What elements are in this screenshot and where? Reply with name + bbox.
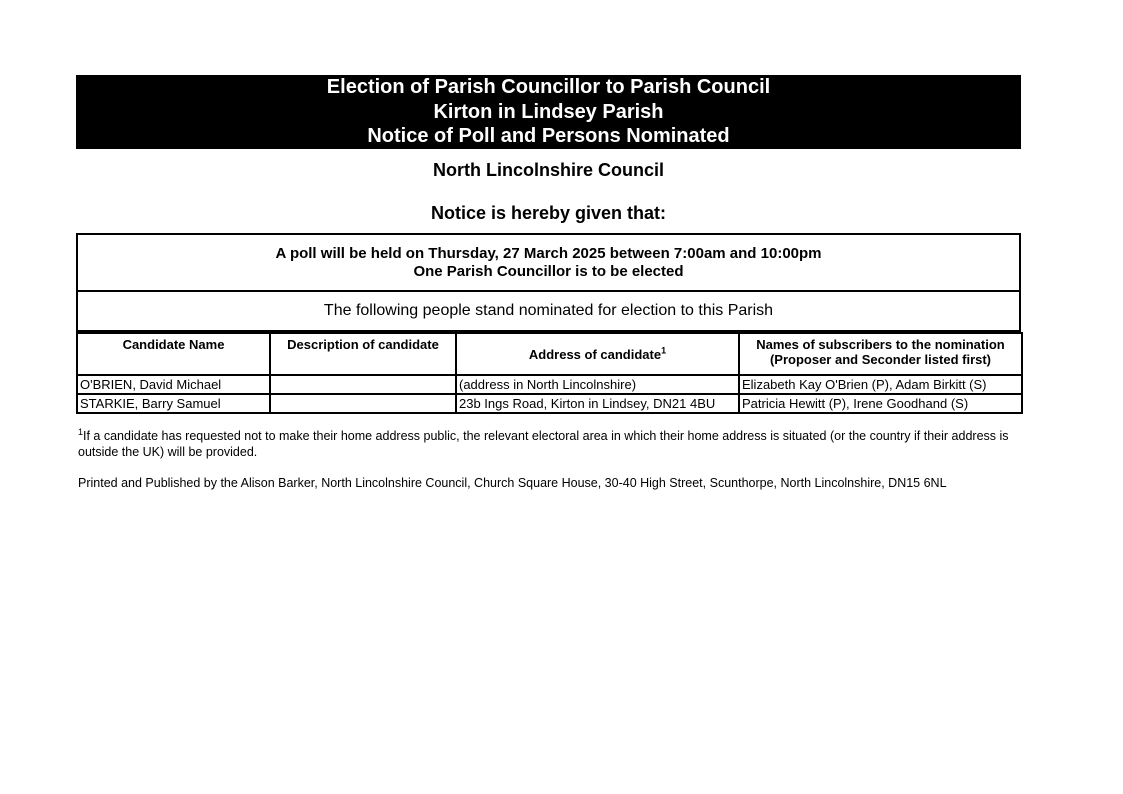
col-header-subscribers bbox=[739, 333, 1022, 375]
candidates-table bbox=[76, 332, 1023, 414]
col-header-description: Description of candidate bbox=[270, 333, 456, 375]
table-row bbox=[77, 394, 1022, 413]
poll-details bbox=[78, 235, 1019, 292]
notice-title: Notice of Poll and Persons Nominated bbox=[367, 125, 730, 147]
table-header-row bbox=[77, 333, 1022, 375]
imprint: Printed and Published by the Alison Barker, North Lincolnshire Council, Church Square House, 30-40 High Street, Scunthorpe, North Lincolnshire, DN15 6NL bbox=[78, 476, 947, 490]
parish-name: Kirton in Lindsey Parish bbox=[433, 100, 664, 123]
subscribers-header-line1: Names of subscribers to the nomination bbox=[756, 337, 1005, 352]
candidate-subscribers: Elizabeth Kay O'Brien (P), Adam Birkitt (S) bbox=[739, 375, 1022, 394]
footnote-text: If a candidate has requested not to make their home address public, the relevant electoral area in which their home address is situated (or the country if their address is outside the UK) will be provided. bbox=[78, 429, 1009, 459]
candidate-name: STARKIE, Barry Samuel bbox=[77, 394, 270, 413]
candidate-address: 23b Ings Road, Kirton in Lindsey, DN21 4BU bbox=[456, 394, 739, 413]
notice-document bbox=[76, 75, 1021, 491]
footnote-ref: 1 bbox=[661, 345, 667, 356]
col-header-name: Candidate Name bbox=[77, 333, 270, 375]
poll-date-line: A poll will be held on Thursday, 27 March 2025 between 7:00am and 10:00pm bbox=[275, 245, 822, 262]
candidate-description bbox=[270, 375, 456, 394]
address-footnote bbox=[76, 428, 1018, 460]
seats-line: One Parish Councillor is to be elected bbox=[413, 263, 684, 280]
candidate-description bbox=[270, 394, 456, 413]
candidate-subscribers: Patricia Hewitt (P), Irene Goodhand (S) bbox=[739, 394, 1022, 413]
footnote-marker: 1 bbox=[78, 426, 84, 437]
election-title: Election of Parish Councillor to Parish Council bbox=[326, 76, 771, 98]
candidate-address: (address in North Lincolnshire) bbox=[456, 375, 739, 394]
council-name: North Lincolnshire Council bbox=[432, 160, 664, 180]
table-row bbox=[77, 375, 1022, 394]
title-banner bbox=[76, 75, 1021, 149]
candidate-name: O'BRIEN, David Michael bbox=[77, 375, 270, 394]
subscribers-header-line2: (Proposer and Seconder listed first) bbox=[769, 352, 992, 367]
notice-intro: Notice is hereby given that: bbox=[430, 203, 667, 223]
col-header-address bbox=[456, 333, 739, 375]
address-header-label: Address of candidate bbox=[528, 346, 662, 362]
poll-box bbox=[76, 233, 1021, 332]
nominated-statement: The following people stand nominated for election to this Parish bbox=[78, 292, 1019, 332]
